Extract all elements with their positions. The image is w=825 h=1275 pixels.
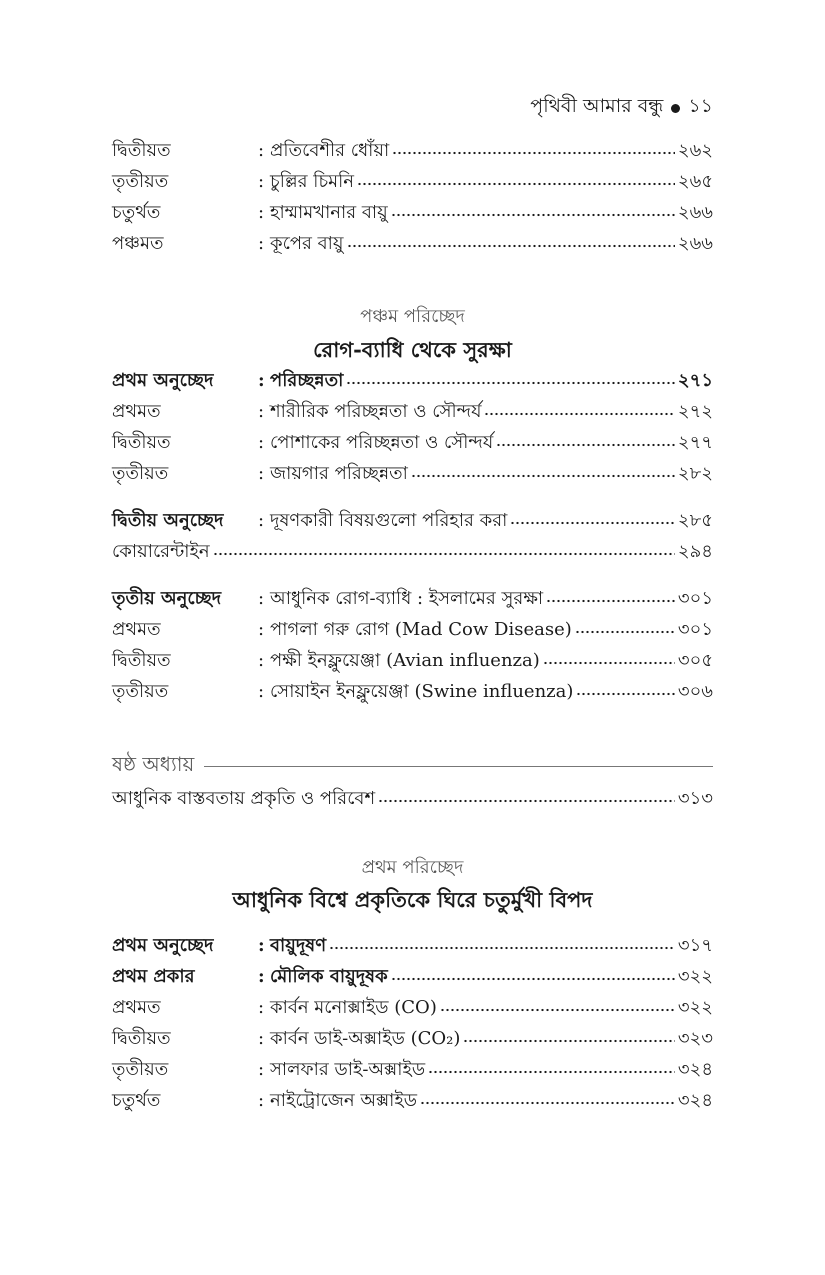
entry-page: ৩২৩ (677, 1028, 713, 1049)
section-rule (204, 766, 713, 767)
toc-entry (112, 615, 713, 646)
dot-leader (463, 1039, 675, 1043)
chapter-subtitle: পঞ্চম পরিচ্ছেদ (360, 306, 465, 327)
entry-title: জায়গার পরিচ্ছন্নতা (270, 463, 408, 484)
entry-label: প্রথম প্রকার (112, 966, 195, 987)
toc-entry (112, 677, 713, 708)
entry-colon: : (258, 997, 265, 1018)
entry-colon: : (258, 650, 265, 671)
toc-entry (112, 537, 713, 568)
dot-leader (392, 151, 675, 155)
entry-colon: : (258, 370, 265, 391)
entry-colon: : (258, 140, 265, 161)
entry-colon: : (258, 588, 265, 609)
entry-title: পোশাকের পরিচ্ছন্নতা ও সৌন্দর্য (270, 432, 494, 453)
dot-leader (411, 474, 675, 478)
section-heading (112, 750, 713, 783)
entry-colon: : (258, 681, 265, 702)
toc-entry (112, 198, 713, 229)
entry-label: প্রথম অনুচ্ছেদ (112, 370, 214, 391)
entry-title: নাইট্রোজেন অক্সাইড (270, 1090, 418, 1111)
toc-entry (112, 784, 713, 815)
entry-page: ২৬৫ (677, 171, 713, 192)
toc-entry (112, 428, 713, 459)
toc-entry (112, 962, 713, 993)
entry-label: দ্বিতীয় অনুচ্ছেদ (112, 510, 224, 531)
entry-label: প্রথমত (112, 401, 161, 422)
dot-leader (576, 692, 674, 696)
entry-label: প্রথমত (112, 997, 161, 1018)
entry-title: প্রতিবেশীর ধোঁয়া (270, 140, 390, 161)
dot-leader (329, 946, 675, 950)
entry-title: দূষণকারী বিষয়গুলো পরিহার করা (270, 510, 508, 531)
entry-title: বায়ুদূষণ (270, 935, 327, 956)
entry-colon: : (258, 1028, 265, 1049)
chapter-title: আধুনিক বিশ্বে প্রকৃতিকে ঘিরে চতুর্মুখী বিপদ (232, 887, 593, 912)
toc-entry (112, 366, 713, 397)
entry-colon: : (258, 619, 265, 640)
toc-entry (112, 1086, 713, 1117)
dot-leader (510, 521, 675, 525)
toc-entry (112, 229, 713, 260)
entry-title: শারীরিক পরিচ্ছন্নতা ও সৌন্দর্য (270, 401, 482, 422)
toc-entry (112, 646, 713, 677)
section-heading-text: ষষ্ঠ অধ্যায় (112, 752, 195, 776)
entry-title: কার্বন ডাই-অক্সাইড (CO₂) (270, 1028, 461, 1049)
entry-label: তৃতীয়ত (112, 463, 169, 484)
toc-entry (112, 459, 713, 490)
entry-label: তৃতীয়ত (112, 171, 169, 192)
entry-colon: : (258, 463, 265, 484)
entry-colon: : (258, 171, 265, 192)
entry-colon: : (258, 202, 265, 223)
dot-leader (378, 799, 675, 803)
dot-leader (496, 443, 675, 447)
toc-entry (112, 167, 713, 198)
entry-page: ৩১৭ (677, 935, 713, 956)
toc-entry (112, 931, 713, 962)
toc-entry (112, 397, 713, 428)
entry-title: আধুনিক বাস্তবতায় প্রকৃতি ও পরিবেশ (112, 788, 376, 809)
header-title: পৃথিবী আমার বন্ধু (530, 95, 664, 117)
entry-page: ২৭৭ (677, 432, 713, 453)
entry-label: তৃতীয়ত (112, 681, 169, 702)
entry-colon: : (258, 510, 265, 531)
entry-title: পাগলা গরু রোগ (Mad Cow Disease) (270, 619, 572, 640)
toc-entry (112, 584, 713, 615)
chapter-subtitle: প্রথম পরিচ্ছেদ (361, 857, 464, 878)
dot-leader (484, 412, 674, 416)
entry-page: ২৮২ (677, 463, 713, 484)
entry-title: কার্বন মনোক্সাইড (CO) (270, 997, 437, 1018)
dot-leader (347, 244, 675, 248)
entry-page: ২৭২ (677, 401, 713, 422)
entry-page: ৩০১ (677, 619, 713, 640)
toc-section-6 (112, 784, 713, 815)
entry-colon: : (258, 966, 265, 987)
entry-title: কূপের বায়ু (270, 233, 344, 254)
entry-label: দ্বিতীয়ত (112, 432, 171, 453)
dot-leader (391, 213, 675, 217)
entry-page: ২৭১ (677, 370, 713, 391)
entry-title: আধুনিক রোগ-ব্যাধি : ইসলামের সুরক্ষা (270, 588, 544, 609)
dot-leader (391, 977, 675, 981)
entry-label: দ্বিতীয়ত (112, 1028, 171, 1049)
entry-page: ৩২২ (677, 966, 713, 987)
entry-page: ৩০১ (677, 588, 713, 609)
entry-title: মৌলিক বায়ুদূষক (270, 966, 388, 987)
entry-page: ২৯৪ (677, 541, 713, 562)
entry-title: চুল্লির চিমনি (270, 171, 355, 192)
entry-label: চতুর্থত (112, 202, 161, 223)
entry-page: ২৬৬ (677, 202, 713, 223)
entry-page: ২৬২ (677, 140, 713, 161)
entry-label: চতুর্থত (112, 1090, 161, 1111)
toc-group-3 (112, 506, 713, 568)
entry-page: ৩২২ (677, 997, 713, 1018)
entry-page: ৩১৩ (677, 788, 713, 809)
entry-label: তৃতীয়ত (112, 1059, 169, 1080)
entry-page: ২৮৫ (677, 510, 713, 531)
entry-label: দ্বিতীয়ত (112, 140, 171, 161)
running-header (530, 92, 713, 124)
entry-page: ৩০৫ (677, 650, 713, 671)
entry-title: সোয়াইন ইনফ্লুয়েঞ্জা (Swine influenza) (270, 681, 574, 702)
entry-colon: : (258, 935, 265, 956)
entry-page: ৩২৪ (677, 1090, 713, 1111)
toc-entry (112, 1024, 713, 1055)
entry-label: প্রথম অনুচ্ছেদ (112, 935, 214, 956)
bullet-icon (671, 104, 680, 113)
entry-colon: : (258, 233, 265, 254)
toc-entry (112, 136, 713, 167)
entry-page: ৩০৬ (677, 681, 713, 702)
toc-entry (112, 506, 713, 537)
entry-title: কোয়ারেন্টাইন (112, 541, 210, 562)
dot-leader (546, 599, 675, 603)
dot-leader (420, 1101, 675, 1105)
dot-leader (440, 1008, 675, 1012)
entry-label: দ্বিতীয়ত (112, 650, 171, 671)
entry-title: সালফার ডাই-অক্সাইড (270, 1059, 426, 1080)
entry-label: তৃতীয় অনুচ্ছেদ (112, 588, 222, 609)
entry-title: হাম্মামখানার বায়ু (270, 202, 388, 223)
toc-group-4 (112, 584, 713, 708)
toc-group-5 (112, 931, 713, 1117)
dot-leader (543, 661, 675, 665)
entry-title: পরিচ্ছন্নতা (270, 370, 344, 391)
dot-leader (428, 1070, 675, 1074)
entry-page: ২৬৬ (677, 233, 713, 254)
entry-label: প্রথমত (112, 619, 161, 640)
toc-entry (112, 1055, 713, 1086)
toc-entry (112, 993, 713, 1024)
entry-colon: : (258, 401, 265, 422)
entry-colon: : (258, 1090, 265, 1111)
dot-leader (213, 552, 675, 556)
entry-colon: : (258, 432, 265, 453)
chapter-title: রোগ-ব্যাধি থেকে সুরক্ষা (313, 337, 512, 362)
dot-leader (575, 630, 675, 634)
header-page-number: ১১ (688, 95, 713, 117)
entry-page: ৩২৪ (677, 1059, 713, 1080)
toc-group-2 (112, 366, 713, 490)
dot-leader (346, 381, 675, 385)
entry-label: পঞ্চমত (112, 233, 164, 254)
dot-leader (357, 182, 675, 186)
entry-title: পক্ষী ইনফ্লুয়েঞ্জা (Avian influenza) (270, 650, 540, 671)
entry-colon: : (258, 1059, 265, 1080)
toc-group-1 (112, 136, 713, 260)
